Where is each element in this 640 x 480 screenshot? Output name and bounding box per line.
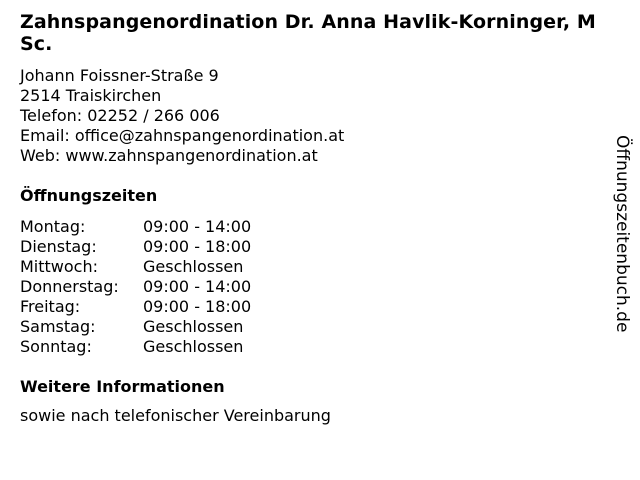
day-label: Mittwoch: [20, 257, 98, 276]
email: Email: office@zahnspangenordination.at [20, 126, 345, 145]
hours-value: 09:00 - 14:00 [143, 217, 252, 236]
hours-value: Geschlossen [143, 257, 244, 276]
hours-value: 09:00 - 18:00 [143, 237, 252, 256]
brand-side-label: Öffnungszeitenbuch.de [612, 135, 632, 333]
day-label: Freitag: [20, 297, 81, 316]
day-label: Dienstag: [20, 237, 97, 256]
website: Web: www.zahnspangenordination.at [20, 146, 318, 165]
address-block [20, 66, 605, 166]
listing-card [20, 0, 605, 426]
hours-row-sunday [20, 337, 605, 357]
opening-hours-heading: Öffnungszeiten [20, 186, 158, 205]
hours-row-thursday [20, 277, 605, 297]
hours-row-tuesday [20, 237, 605, 257]
hours-value: 09:00 - 18:00 [143, 297, 252, 316]
hours-value: 09:00 - 14:00 [143, 277, 252, 296]
day-label: Samstag: [20, 317, 96, 336]
hours-row-friday [20, 297, 605, 317]
day-label: Sonntag: [20, 337, 92, 356]
hours-row-saturday [20, 317, 605, 337]
page-title: Zahnspangenordination Dr. Anna Havlik-Korninger, M Sc. [20, 11, 596, 55]
hours-row-wednesday [20, 257, 605, 277]
more-info-text: sowie nach telefonischer Vereinbarung [20, 406, 331, 425]
more-info-heading: Weitere Informationen [20, 377, 225, 396]
phone: Telefon: 02252 / 266 006 [20, 106, 220, 125]
street-address: Johann Foissner-Straße 9 [20, 66, 219, 85]
city: 2514 Traiskirchen [20, 86, 162, 105]
hours-value: Geschlossen [143, 337, 244, 356]
hours-value: Geschlossen [143, 317, 244, 336]
day-label: Donnerstag: [20, 277, 119, 296]
hours-row-monday [20, 217, 605, 237]
opening-hours-table [20, 217, 605, 357]
day-label: Montag: [20, 217, 86, 236]
